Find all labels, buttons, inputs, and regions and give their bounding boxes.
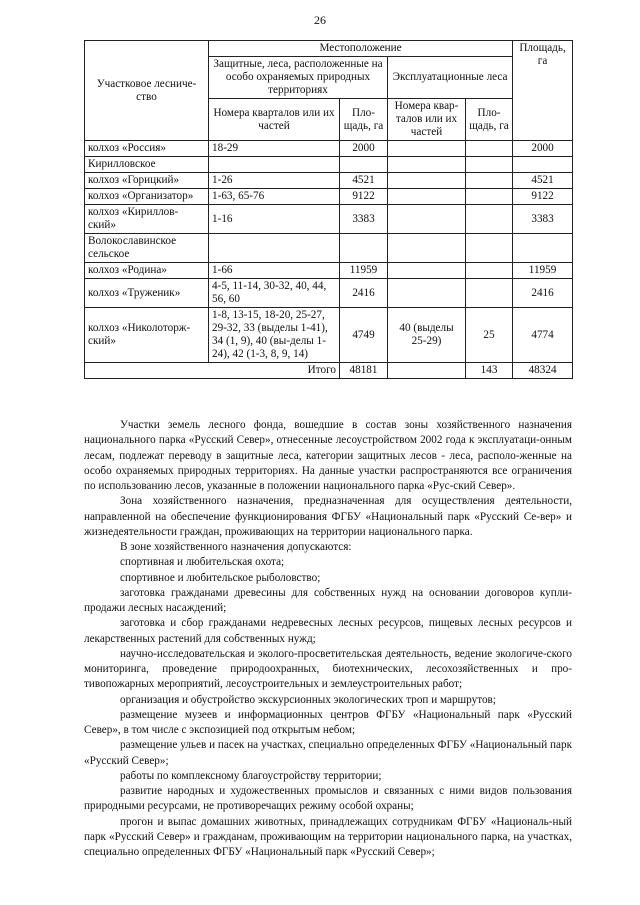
protective-area-cell: 3383	[340, 205, 388, 234]
exploitation-area-cell	[466, 263, 513, 279]
exploitation-quarters-cell	[388, 279, 466, 308]
exploitation-area-cell	[466, 279, 513, 308]
table-row	[85, 279, 573, 308]
district-cell: колхоз «Кириллов-ский»	[85, 205, 209, 234]
table-row	[85, 141, 573, 157]
paragraph: спортивное и любительское рыболовство;	[120, 571, 321, 584]
forest-plots-table	[84, 40, 573, 379]
protective-area-cell	[340, 234, 388, 263]
paragraph: В зоне хозяйственного назначения допускаются:	[120, 541, 352, 553]
total-area-cell: 2416	[513, 279, 573, 308]
paragraph: заготовка гражданами древесины для собственных нужд на основании договоров купли-продажи лесных насаждений;	[84, 586, 572, 614]
district-cell: колхоз «Родина»	[85, 263, 209, 279]
paragraph: Зона хозяйственного назначения, предназначенная для осуществления деятельности, направленной на обеспечение функционирования ФГБУ «Национальный парк «Русский Се-вер» и жизнедеятельности граждан, проживающих на территории национального парка.	[84, 495, 572, 538]
table-row	[85, 263, 573, 279]
page-number: 26	[314, 13, 326, 27]
exploitation-quarters-cell	[388, 205, 466, 234]
paragraph: научно-исследовательская и эколого-просветительская деятельность, ведение экологиче-ского мониторинга, проведение природоохранных, биотехнических, лесохозяйственных и про-тивопожарных мероприятий, лесоустроительных и землеустроительных работ;	[84, 647, 572, 691]
paragraph: развитие народных и художественных промыслов и связанных с ними видов пользования природными ресурсами, не противоречащих режиму особой охраны;	[84, 785, 572, 813]
exploitation-area-cell	[466, 205, 513, 234]
body-text	[84, 418, 572, 860]
table-row	[85, 205, 573, 234]
district-cell: Кирилловское	[85, 157, 209, 173]
total-area-cell: 11959	[513, 263, 573, 279]
total-area-cell: 4521	[513, 173, 573, 189]
total-exploitation-area: 143	[466, 363, 513, 379]
exploitation-quarters-cell: 40 (выделы 25-29)	[388, 308, 466, 363]
header-quarters-exploitation: Номера квар-талов или их частей	[388, 99, 466, 141]
protective-quarters-cell: 1-66	[209, 263, 340, 279]
total-area: 48324	[513, 363, 573, 379]
header-area-exploitation: Пло-щадь, га	[466, 99, 513, 141]
total-area-cell	[513, 157, 573, 173]
paragraph: Участки земель лесного фонда, вошедшие в состав зоны хозяйственного назначения национального парка «Русский Север», отнесенные лесоустройством 2002 года к эксплуатаци-онным лесам, подлежат переводу в защитные леса, категории защитных лесов - леса, располо-женные на особо охраняемых природных территориях. На данные участки распространяются все ограничения по использованию лесов, указанные в положении национального парка «Рус-ский Север».	[84, 419, 572, 492]
exploitation-area-cell	[466, 173, 513, 189]
header-district: Участковое лесниче-ство	[85, 41, 209, 141]
protective-area-cell: 2416	[340, 279, 388, 308]
exploitation-quarters-cell	[388, 157, 466, 173]
total-exploitation-quarters	[388, 363, 466, 379]
protective-quarters-cell: 1-8, 13-15, 18-20, 25-27, 29-32, 33 (выделы 1-41), 34 (1, 9), 40 (вы-делы 1-24), 42 (1-3, 8, 9, 14)	[209, 308, 340, 363]
district-cell: Волокославинское сельское	[85, 234, 209, 263]
header-area-protective: Пло-щадь, га	[340, 99, 388, 141]
protective-quarters-cell: 1-63, 65-76	[209, 189, 340, 205]
paragraph: спортивная и любительская охота;	[120, 556, 285, 569]
total-protective-area: 48181	[340, 363, 388, 379]
exploitation-quarters-cell	[388, 189, 466, 205]
total-area-cell: 2000	[513, 141, 573, 157]
table-row	[85, 308, 573, 363]
table-row	[85, 157, 573, 173]
paragraph: прогон и выпас домашних животных, принадлежащих сотрудникам ФГБУ «Националь-ный парк «Русский Север» и гражданам, проживающим на территории национального парка, на участках, специально определенных ФГБУ «Национальный парк «Русский Север»;	[84, 815, 572, 858]
total-area-cell: 4774	[513, 308, 573, 363]
exploitation-area-cell	[466, 189, 513, 205]
exploitation-quarters-cell	[388, 263, 466, 279]
header-area: Площадь, га	[513, 41, 573, 141]
header-protective: Защитные, леса, расположенные на особо охраняемых природных территориях	[209, 57, 388, 99]
paragraph: заготовка и сбор гражданами недревесных лесных ресурсов, пищевых лесных ресурсов и лекарственных растений для собственных нужд;	[84, 617, 572, 645]
total-label: Итого	[85, 363, 340, 379]
header-quarters-protective: Номера кварталов или их частей	[209, 99, 340, 141]
exploitation-area-cell: 25	[466, 308, 513, 363]
paragraph: размещение музеев и информационных центров ФГБУ «Национальный парк «Русский Север», в том числе с экспозицией под открытым небом;	[84, 708, 572, 736]
protective-quarters-cell	[209, 234, 340, 263]
district-cell: колхоз «Труженик»	[85, 279, 209, 308]
protective-area-cell	[340, 157, 388, 173]
protective-quarters-cell: 1-26	[209, 173, 340, 189]
paragraph: работы по комплексному благоустройству территории;	[120, 769, 382, 782]
exploitation-quarters-cell	[388, 141, 466, 157]
protective-quarters-cell: 4-5, 11-14, 30-32, 40, 44, 56, 60	[209, 279, 340, 308]
protective-area-cell: 4749	[340, 308, 388, 363]
district-cell: колхоз «Горицкий»	[85, 173, 209, 189]
protective-quarters-cell	[209, 157, 340, 173]
table-row	[85, 234, 573, 263]
exploitation-area-cell	[466, 157, 513, 173]
protective-area-cell: 4521	[340, 173, 388, 189]
exploitation-area-cell	[466, 234, 513, 263]
paragraph: организация и обустройство экскурсионных экологических троп и маршрутов;	[120, 693, 496, 706]
header-location: Местоположение	[209, 41, 513, 57]
district-cell: колхоз «Организатор»	[85, 189, 209, 205]
total-area-cell: 3383	[513, 205, 573, 234]
exploitation-quarters-cell	[388, 234, 466, 263]
protective-area-cell: 11959	[340, 263, 388, 279]
total-area-cell	[513, 234, 573, 263]
exploitation-area-cell	[466, 141, 513, 157]
paragraph: размещение ульев и пасек на участках, специально определенных ФГБУ «Национальный парк «Русский Север»;	[84, 739, 572, 767]
total-row	[85, 363, 573, 379]
exploitation-quarters-cell	[388, 173, 466, 189]
header-exploitation: Эксплуатационные леса	[388, 57, 513, 99]
protective-area-cell: 2000	[340, 141, 388, 157]
protective-quarters-cell: 18-29	[209, 141, 340, 157]
protective-quarters-cell: 1-16	[209, 205, 340, 234]
district-cell: колхоз «Россия»	[85, 141, 209, 157]
total-area-cell: 9122	[513, 189, 573, 205]
protective-area-cell: 9122	[340, 189, 388, 205]
table-row	[85, 173, 573, 189]
district-cell: колхоз «Николоторж-ский»	[85, 308, 209, 363]
table-row	[85, 189, 573, 205]
